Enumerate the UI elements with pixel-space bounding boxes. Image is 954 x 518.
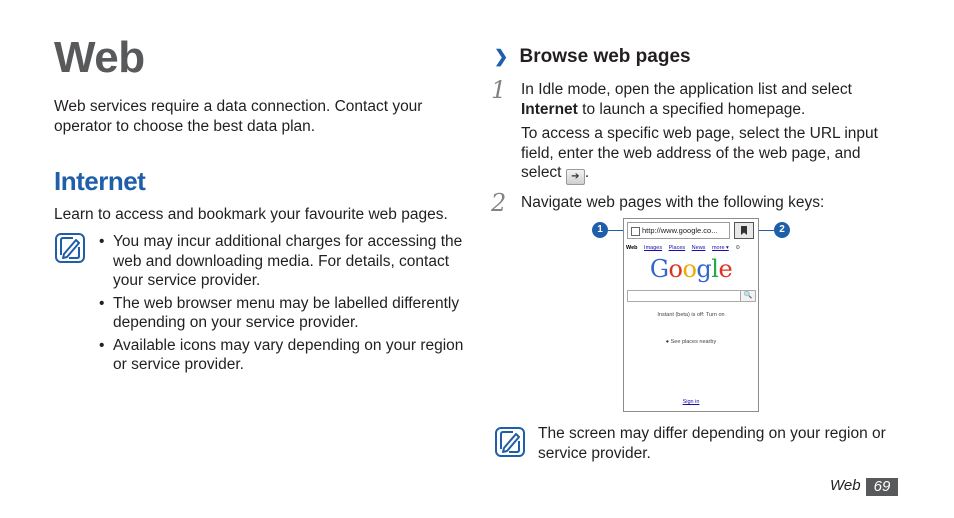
internet-intro: Learn to access and bookmark your favourite web pages. — [54, 206, 448, 223]
subsection-heading-browse — [494, 46, 691, 68]
callout-2: 2 — [774, 222, 790, 238]
list-item: • The web browser menu may be labelled differently depending on your service provider. — [97, 294, 467, 333]
google-nav — [626, 245, 745, 251]
settings-gear-icon[interactable]: ⚙ — [735, 245, 741, 251]
step-1-sub-post: . — [584, 164, 590, 181]
note-pencil-icon — [495, 427, 525, 457]
instant-status: Instant (beta) is off: Turn on — [657, 312, 725, 318]
nav-places[interactable]: Places — [668, 245, 686, 251]
footer-section-label: Web — [830, 477, 861, 494]
bookmark-icon — [735, 223, 753, 238]
step-1-sub-pre: To access a specific web page, select the URL input field, enter the web address of the web page, and select — [521, 125, 878, 181]
bookmark-button[interactable] — [734, 222, 754, 239]
callout-1: 1 — [592, 222, 608, 238]
step-1-subtext — [521, 124, 881, 185]
page-intro: Web services require a data connection. Contact your operator to choose the best data plan. — [54, 98, 423, 135]
note-pencil-icon — [55, 233, 85, 263]
google-logo: Google — [649, 255, 733, 283]
search-icon[interactable]: 🔍 — [740, 290, 756, 302]
nav-news[interactable]: News — [691, 245, 706, 251]
list-item: • Available icons may vary depending on your region or service provider. — [97, 336, 467, 375]
sign-in-link[interactable]: Sign in — [682, 399, 700, 405]
nav-more[interactable]: more ▾ — [711, 245, 729, 251]
url-text: http://www.google.co... — [642, 226, 718, 235]
nav-images[interactable]: Images — [644, 245, 663, 251]
section-heading-internet: Internet — [54, 166, 146, 196]
url-input[interactable] — [627, 222, 730, 239]
step-1-post: to launch a specified homepage. — [582, 100, 806, 118]
browser-screenshot — [623, 218, 759, 412]
google-search-input[interactable] — [627, 290, 741, 302]
chevron-right-icon: ❯ — [494, 47, 509, 66]
go-arrow-icon: ➔ — [566, 169, 585, 185]
step-number: 2 — [491, 189, 507, 217]
location-pin-icon: ● — [665, 339, 670, 345]
step-1-text — [521, 80, 881, 119]
step-1-pre: In Idle mode, open the application list and select — [521, 81, 852, 98]
step-2-text: Navigate web pages with the following keys: — [521, 194, 825, 211]
page-number: 69 — [866, 478, 898, 496]
step-number: 1 — [491, 76, 507, 104]
places-nearby[interactable] — [624, 339, 758, 345]
nav-web[interactable]: Web — [626, 245, 638, 251]
browse-note: The screen may differ depending on your region or service provider. — [538, 425, 886, 462]
list-item: • You may incur additional charges for accessing the web and downloading media. For details, contact your service provider. — [97, 232, 467, 291]
step-1-bold: Internet — [521, 100, 578, 118]
favicon-icon — [631, 227, 640, 236]
internet-notes-list — [97, 232, 467, 378]
browse-heading-text: Browse web pages — [519, 46, 691, 67]
places-text: See places nearby — [670, 339, 717, 345]
page-title: Web — [54, 33, 145, 82]
